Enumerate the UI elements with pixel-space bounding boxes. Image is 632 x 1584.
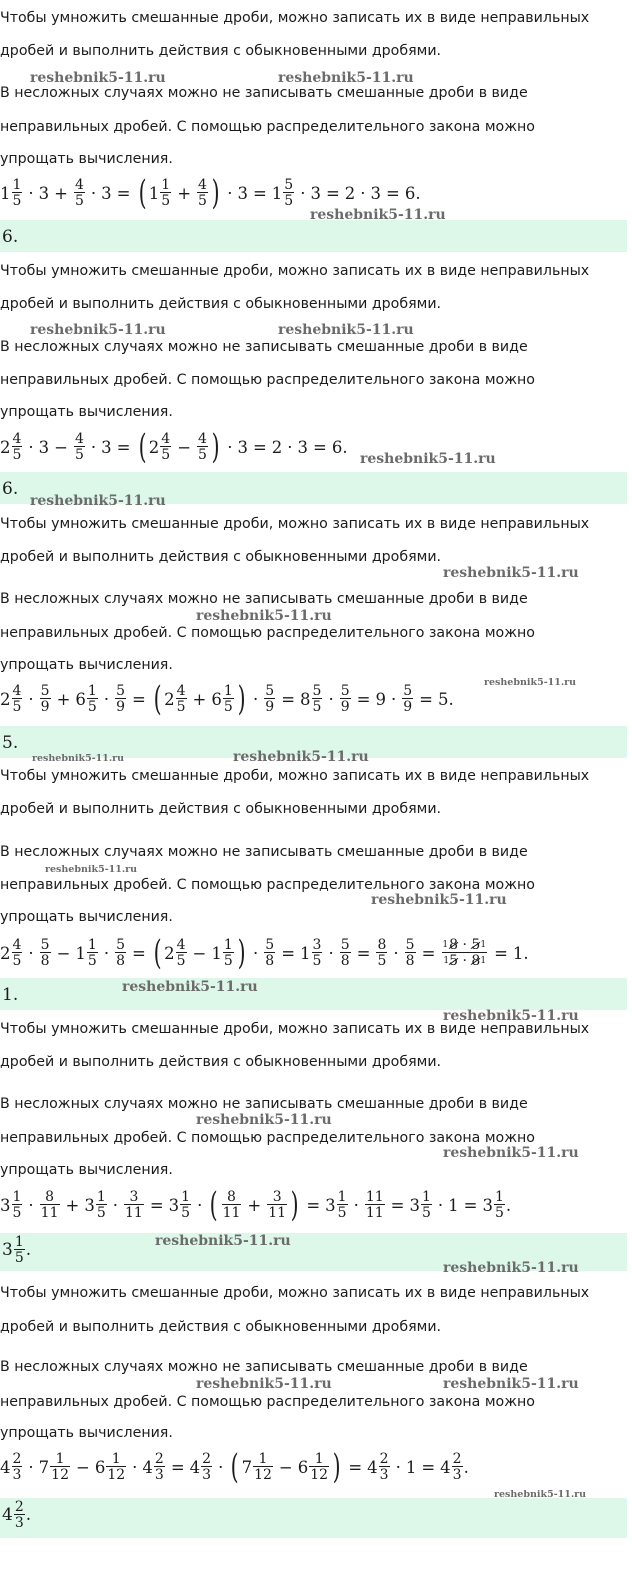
formula: 2 $\frac{4}{5}$ · $\frac{5}{9}$ + 6 $\frac{1}{5}$ · $\frac{5}{9}$ = ( 2 $\frac{4}{5}$ + 6 $\frac{1}{5}$ ) · $\frac{5}{9}$ = 8 $\frac{5}{5}$ · $\frac{5}{9}$ = 9 · $\frac{5}{9}$ = 5. [0, 679, 454, 719]
watermark: reshebnik5-11.ru [233, 749, 369, 765]
paragraph-line: неправильных дробей. С помощью распределительного закона можно [0, 877, 535, 893]
watermark: reshebnik5-11.ru [196, 608, 332, 624]
paragraph-line: Чтобы умножить смешанные дроби, можно записать их в виде неправильных [0, 1021, 590, 1037]
paragraph-line: упрощать вычисления. [0, 151, 173, 167]
watermark: reshebnik5-11.ru [443, 1008, 579, 1024]
paragraph-line: В несложных случаях можно не записывать смешанные дроби в виде [0, 85, 528, 101]
watermark: reshebnik5-11.ru [310, 207, 446, 223]
formula: 4 $\frac{2}{3}$ · 7 $\frac{1}{12}$ − 6 $\frac{1}{12}$ · 4 $\frac{2}{3}$ = 4 $\frac{2}{3}$ · ( 7 $\frac{1}{12}$ − 6 $\frac{1}{12}$ ) = 4 $\frac{2}{3}$ · 1 = 4 $\frac{2}{3}$ . [0, 1447, 469, 1487]
watermark: reshebnik5-11.ru [278, 322, 414, 338]
answer-whole: 3 [2, 1240, 13, 1260]
paragraph-line: упрощать вычисления. [0, 909, 173, 925]
paragraph-line: В несложных случаях можно не записывать смешанные дроби в виде [0, 591, 528, 607]
paragraph-line: Чтобы умножить смешанные дроби, можно записать их в виде неправильных [0, 10, 590, 26]
watermark: reshebnik5-11.ru [278, 70, 414, 86]
paragraph-line: неправильных дробей. С помощью распределительного закона можно [0, 119, 535, 135]
watermark: reshebnik5-11.ru [443, 1376, 579, 1392]
watermark: reshebnik5-11.ru [360, 451, 496, 467]
answer-value: 6. [2, 479, 19, 499]
paragraph-line: неправильных дробей. С помощью распределительного закона можно [0, 372, 535, 388]
paragraph-line: В несложных случаях можно не записывать смешанные дроби в виде [0, 339, 528, 355]
paragraph-line: неправильных дробей. С помощью распределительного закона можно [0, 625, 535, 641]
watermark: reshebnik5-11.ru [32, 753, 125, 764]
answer-whole: 4 [2, 1505, 13, 1525]
paragraph-line: В несложных случаях можно не записывать смешанные дроби в виде [0, 844, 528, 860]
answer-value: 4 $\frac{2}{3}$ . [2, 1499, 32, 1531]
formula: 1 $\frac{1}{5}$ · 3 + $\frac{4}{5}$ · 3 = ( 1 $\frac{1}{5}$ + $\frac{4}{5}$ ) · 3 = 1 $\frac{5}{5}$ · 3 = 2 · 3 = 6. [0, 173, 421, 213]
watermark: reshebnik5-11.ru [30, 493, 166, 509]
answer-box [0, 978, 627, 1010]
paragraph-line: дробей и выполнить действия с обыкновенными дробями. [0, 801, 442, 817]
watermark: reshebnik5-11.ru [155, 1233, 291, 1249]
watermark: reshebnik5-11.ru [196, 1376, 332, 1392]
paragraph-line: дробей и выполнить действия с обыкновенными дробями. [0, 43, 442, 59]
formula: 3 $\frac{1}{5}$ · $\frac{8}{11}$ + 3 $\frac{1}{5}$ · $\frac{3}{11}$ = 3 $\frac{1}{5}$ · ( $\frac{8}{11}$ + $\frac{3}{11}$ ) = 3 $\frac{1}{5}$ · $\frac{11}{11}$ = 3 $\frac{1}{5}$ · 1 = 3 $\frac{1}{5}$ . [0, 1185, 512, 1225]
paragraph-line: Чтобы умножить смешанные дроби, можно записать их в виде неправильных [0, 516, 590, 532]
watermark: reshebnik5-11.ru [484, 677, 577, 688]
paragraph-line: упрощать вычисления. [0, 657, 173, 673]
paragraph-line: Чтобы умножить смешанные дроби, можно записать их в виде неправильных [0, 263, 590, 279]
watermark: reshebnik5-11.ru [45, 864, 138, 875]
answer-value: 1. [2, 985, 19, 1005]
watermark: reshebnik5-11.ru [494, 1489, 587, 1500]
paragraph-line: неправильных дробей. С помощью распределительного закона можно [0, 1130, 535, 1146]
answer-value: 6. [2, 227, 19, 247]
answer-fraction: $\frac{1}{5}$ [14, 1234, 24, 1266]
paragraph-line: В несложных случаях можно не записывать смешанные дроби в виде [0, 1096, 528, 1112]
paragraph-line: В несложных случаях можно не записывать смешанные дроби в виде [0, 1359, 528, 1375]
paragraph-line: неправильных дробей. С помощью распределительного закона можно [0, 1394, 535, 1410]
paragraph-line: упрощать вычисления. [0, 1425, 173, 1441]
watermark: reshebnik5-11.ru [443, 1260, 579, 1276]
watermark: reshebnik5-11.ru [30, 322, 166, 338]
answer-box [0, 220, 627, 252]
watermark: reshebnik5-11.ru [371, 892, 507, 908]
formula: 2 $\frac{4}{5}$ · 3 − $\frac{4}{5}$ · 3 = ( 2 $\frac{4}{5}$ − $\frac{4}{5}$ ) · 3 = 2 · 3 = 6. [0, 427, 348, 467]
answer-value: 3 $\frac{1}{5}$ . [2, 1234, 32, 1266]
watermark: reshebnik5-11.ru [196, 1112, 332, 1128]
watermark: reshebnik5-11.ru [30, 70, 166, 86]
paragraph-line: дробей и выполнить действия с обыкновенными дробями. [0, 1054, 442, 1070]
paragraph-line: дробей и выполнить действия с обыкновенными дробями. [0, 1319, 442, 1335]
paragraph-line: дробей и выполнить действия с обыкновенными дробями. [0, 549, 442, 565]
paragraph-line: Чтобы умножить смешанные дроби, можно записать их в виде неправильных [0, 768, 590, 784]
formula: 2 $\frac{4}{5}$ · $\frac{5}{8}$ − 1 $\frac{1}{5}$ · $\frac{5}{8}$ = ( 2 $\frac{4}{5}$ − 1 $\frac{1}{5}$ ) · $\frac{5}{8}$ = 1 $\frac{3}{5}$ · $\frac{5}{8}$ = $\frac{8}{5}$ · $\frac{5}{8}$ = $\frac{^18 \cdot 5^1}{15 \cdot 81}$ = 1. [0, 933, 529, 973]
paragraph-line: упрощать вычисления. [0, 404, 173, 420]
watermark: reshebnik5-11.ru [122, 979, 258, 995]
watermark: reshebnik5-11.ru [443, 565, 579, 581]
answer-value: 5. [2, 733, 19, 753]
watermark: reshebnik5-11.ru [443, 1145, 579, 1161]
answer-box [0, 1498, 627, 1538]
paragraph-line: Чтобы умножить смешанные дроби, можно записать их в виде неправильных [0, 1285, 590, 1301]
paragraph-line: упрощать вычисления. [0, 1162, 173, 1178]
answer-fraction: $\frac{2}{3}$ [14, 1499, 24, 1531]
paragraph-line: дробей и выполнить действия с обыкновенными дробями. [0, 296, 442, 312]
